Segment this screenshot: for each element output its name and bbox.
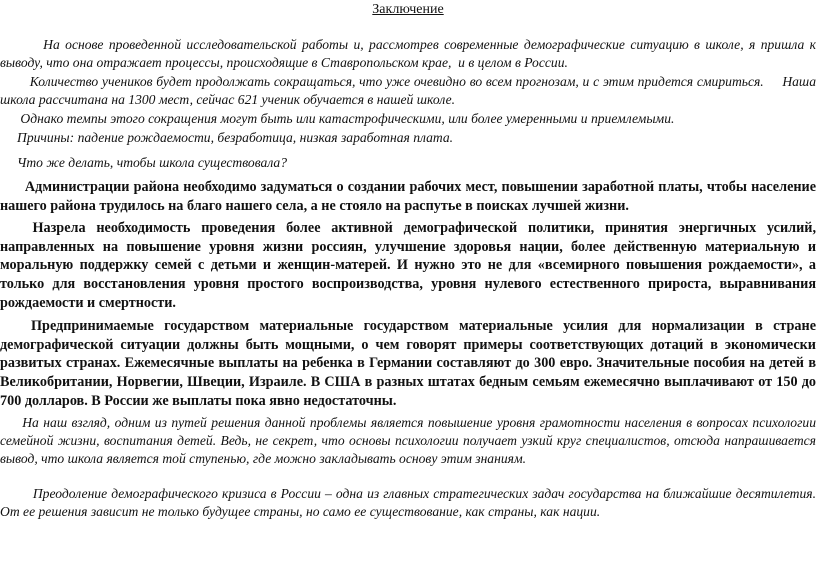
paragraph-10: Преодоление демографического кризиса в России – одна из главных стратегических задач государства на ближайшие десятилетия. От ее решения зависит не только будущее страны, но само ее существование, как страны, как нации. [0,486,816,519]
paragraph-7: Назрела необходимость проведения более активной демографической политики, принятия энергичных усилий, направленных на повышение уровня жизни россиян, улучшение здоровья нации, более действенную материальную и моральную поддержку семей с детьми и женщин-матерей. И нужно это не для «всемирного повышения рождаемости», а только для восстановления уровня простого воспроизводства, уровня нулевого естественного прироста, выравнивания рождаемости и смертности. [0,220,816,311]
paragraph-8: Предпринимаемые государством материальные государством материальные усилия для нормализации в стране демографической ситуации должны быть мощными, о чем говорят примеры соответствующих дотаций в экономически развитых странах. Ежемесячные выплаты на ребенка в Германии составляют до 300 евро. Значительные пособия на детей в Великобритании, Норвегии, Швеции, Израиле. В США в разных штатах бедным семьям ежемесячно выплачивают от 150 до 700 долларов. В России же выплаты пока явно недостаточны. [0,318,816,409]
paragraph-5: Что же делать, чтобы школа существовала? [0,155,288,170]
paragraph-2: Количество учеников будет продолжать сокращаться, что уже очевидно во всем прогнозам, и с этим придется смириться. Наша школа рассчитана на 1300 мест, сейчас 621 ученик обучается в нашей школе. [0,74,816,107]
paragraph-4: Причины: падение рождаемости, безработица, низкая заработная плата. [0,130,454,145]
paragraph-1: На основе проведенной исследовательской работы и, рассмотрев современные демографические ситуацию в школе, я пришла к выводу, что она отражает процессы, происходящие в Ставропольском крае, и в целом в России. [0,37,816,70]
document-title: Заключение [372,2,444,17]
paragraph-6: Администрации района необходимо задуматься о создании рабочих мест, повышении заработной платы, чтобы население нашего района трудилось на благо нашего села, а не стояло на распутье в поисках лучшей жизни. [0,179,816,214]
paragraph-3: Однако темпы этого сокращения могут быть или катастрофическими, или более умеренными и приемлемыми. [0,111,675,126]
paragraph-9: На наш взгляд, одним из путей решения данной проблемы является повышение уровня грамотности населения в вопросах психологии семейной жизни, воспитания детей. Ведь, не секрет, что основы психологии получает узкий круг специалистов, отсюда напрашивается вывод, что школа является той ступенью, где можно закладывать основу этим знаниям. [0,415,816,466]
